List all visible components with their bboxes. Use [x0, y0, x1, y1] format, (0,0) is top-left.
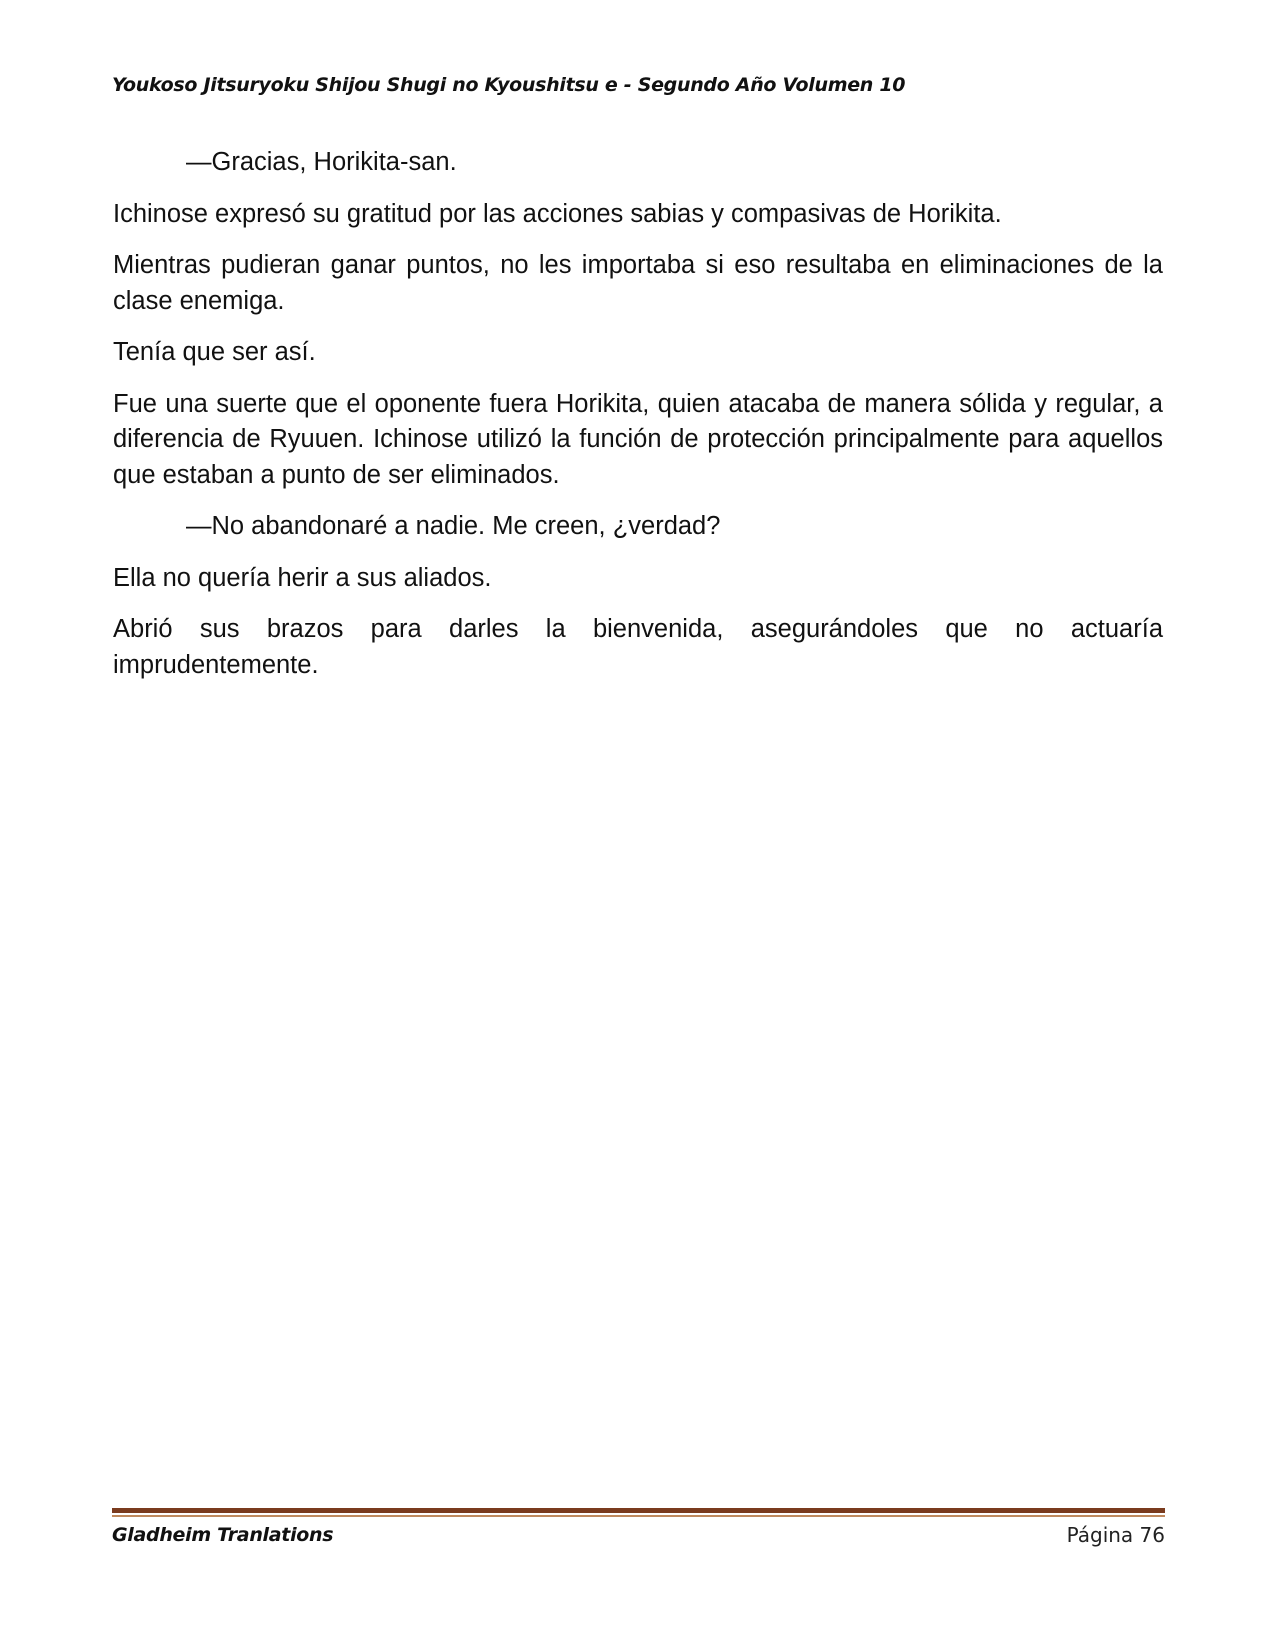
page-number: Página 76	[1066, 1523, 1165, 1547]
paragraph: —Gracias, Horikita-san.	[186, 148, 457, 176]
footer-credit: Gladheim Tranlations	[112, 1524, 334, 1546]
body-text	[113, 145, 1163, 699]
running-header: Youkoso Jitsuryoku Shijou Shugi no Kyoushitsu e - Segundo Año Volumen 10	[112, 74, 906, 96]
paragraph: Mientras pudieran ganar puntos, no les importaba si eso resultaba en eliminaciones de la clase enemiga.	[113, 251, 1163, 315]
paragraph: —No abandonaré a nadie. Me creen, ¿verdad?	[186, 512, 721, 540]
paragraph: Fue una suerte que el oponente fuera Horikita, quien atacaba de manera sólida y regular, a diferencia de Ryuuen. Ichinose utilizó la función de protección principalmente para aquellos que estaban a punto de ser eliminados.	[113, 389, 1163, 489]
footer-divider-accent	[112, 1515, 1165, 1517]
footer-divider	[112, 1508, 1165, 1513]
paragraph: Ichinose expresó su gratitud por las acciones sabias y compasivas de Horikita.	[113, 199, 1002, 228]
paragraph: Abrió sus brazos para darles la bienvenida, asegurándoles que no actuaría imprudentemente.	[113, 615, 1163, 679]
paragraph: Ella no quería herir a sus aliados.	[113, 563, 492, 592]
paragraph: Tenía que ser así.	[113, 338, 316, 366]
